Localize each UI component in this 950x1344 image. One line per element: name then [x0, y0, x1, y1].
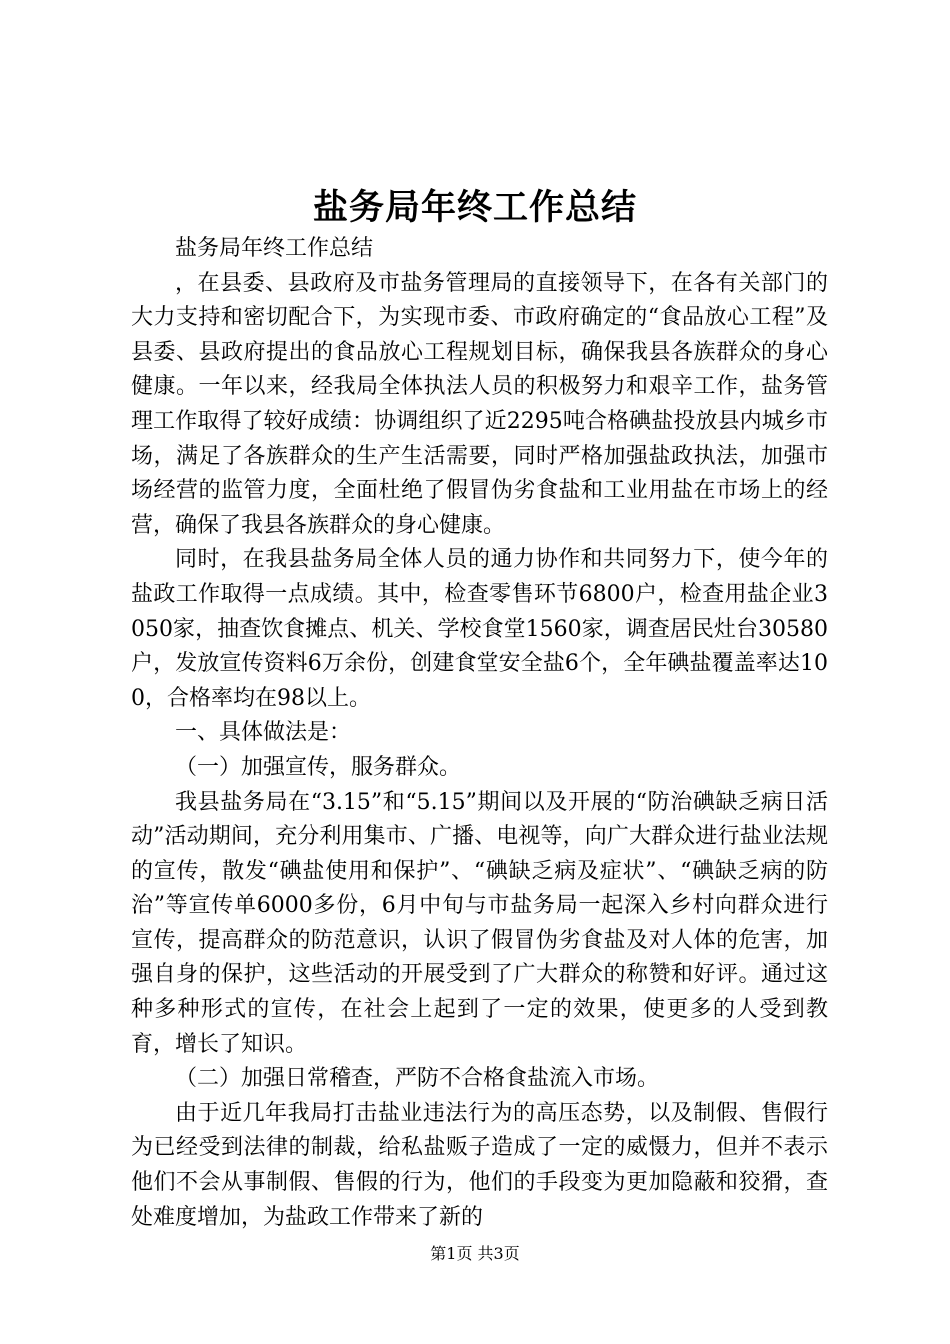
subsection-heading-inspection: （二）加强日常稽查，严防不合格食盐流入市场。	[175, 1066, 660, 1092]
paragraph-achievements: 同时，在我县盐务局全体人员的通力协作和共同努力下，使今年的盐政工作取得一点成绩。其中，检查零售环节6800户，检查用盐企业3050家，抽查饮食摊点、机关、学校食堂1560家，调查居民灶台30580户，发放宣传资料6万余份，创建食堂安全盐6个，全年碘盐覆盖率达100，合格率均在98以上。	[131, 547, 828, 711]
paragraph-publicity: 我县盐务局在“3.15”和“5.15”期间以及开展的“防治碘缺乏病日活动”活动期间，充分利用集市、广播、电视等，向广大群众进行盐业法规的宣传，散发“碘盐使用和保护”、“碘缺乏病及症状”、“碘缺乏病的防治”等宣传单6000多份，6月中旬与市盐务局一起深入乡村向群众进行宣传，提高群众的防范意识，认识了假冒伪劣食盐及对人体的危害，加强自身的保护，这些活动的开展受到了广大群众的称赞和好评。通过这种多种形式的宣传，在社会上起到了一定的效果，使更多的人受到教育，增长了知识。	[131, 789, 828, 1057]
subsection-heading-publicity: （一）加强宣传，服务群众。	[175, 754, 462, 780]
paragraph-inspection: 由于近几年我局打击盐业违法行为的高压态势，以及制假、售假行为已经受到法律的制裁，给私盐贩子造成了一定的威慑力，但并不表示他们不会从事制假、售假的行为，他们的手段变为更加隐蔽和狡猾，查处难度增加，为盐政工作带来了新的	[131, 1100, 828, 1230]
document-body	[131, 232, 828, 1235]
section-heading-methods: 一、具体做法是：	[175, 720, 352, 746]
paragraph-intro: ，在县委、县政府及市盐务管理局的直接领导下，在各有关部门的大力支持和密切配合下，为实现市委、市政府确定的“食品放心工程”及县委、县政府提出的食品放心工程规划目标，确保我县各族群众的身心健康。一年以来，经我局全体执法人员的积极努力和艰辛工作，盐务管理工作取得了较好成绩：协调组织了近2295吨合格碘盐投放县内城乡市场，满足了各族群众的生产生活需要，同时严格加强盐政执法，加强市场经营的监管力度，全面杜绝了假冒伪劣食盐和工业用盐在市场上的经营，确保了我县各族群众的身心健康。	[131, 270, 828, 538]
paragraph-subtitle: 盐务局年终工作总结	[175, 236, 374, 261]
page-footer: 第1页 共3页	[430, 1244, 520, 1263]
document-title: 盐务局年终工作总结	[312, 187, 637, 228]
